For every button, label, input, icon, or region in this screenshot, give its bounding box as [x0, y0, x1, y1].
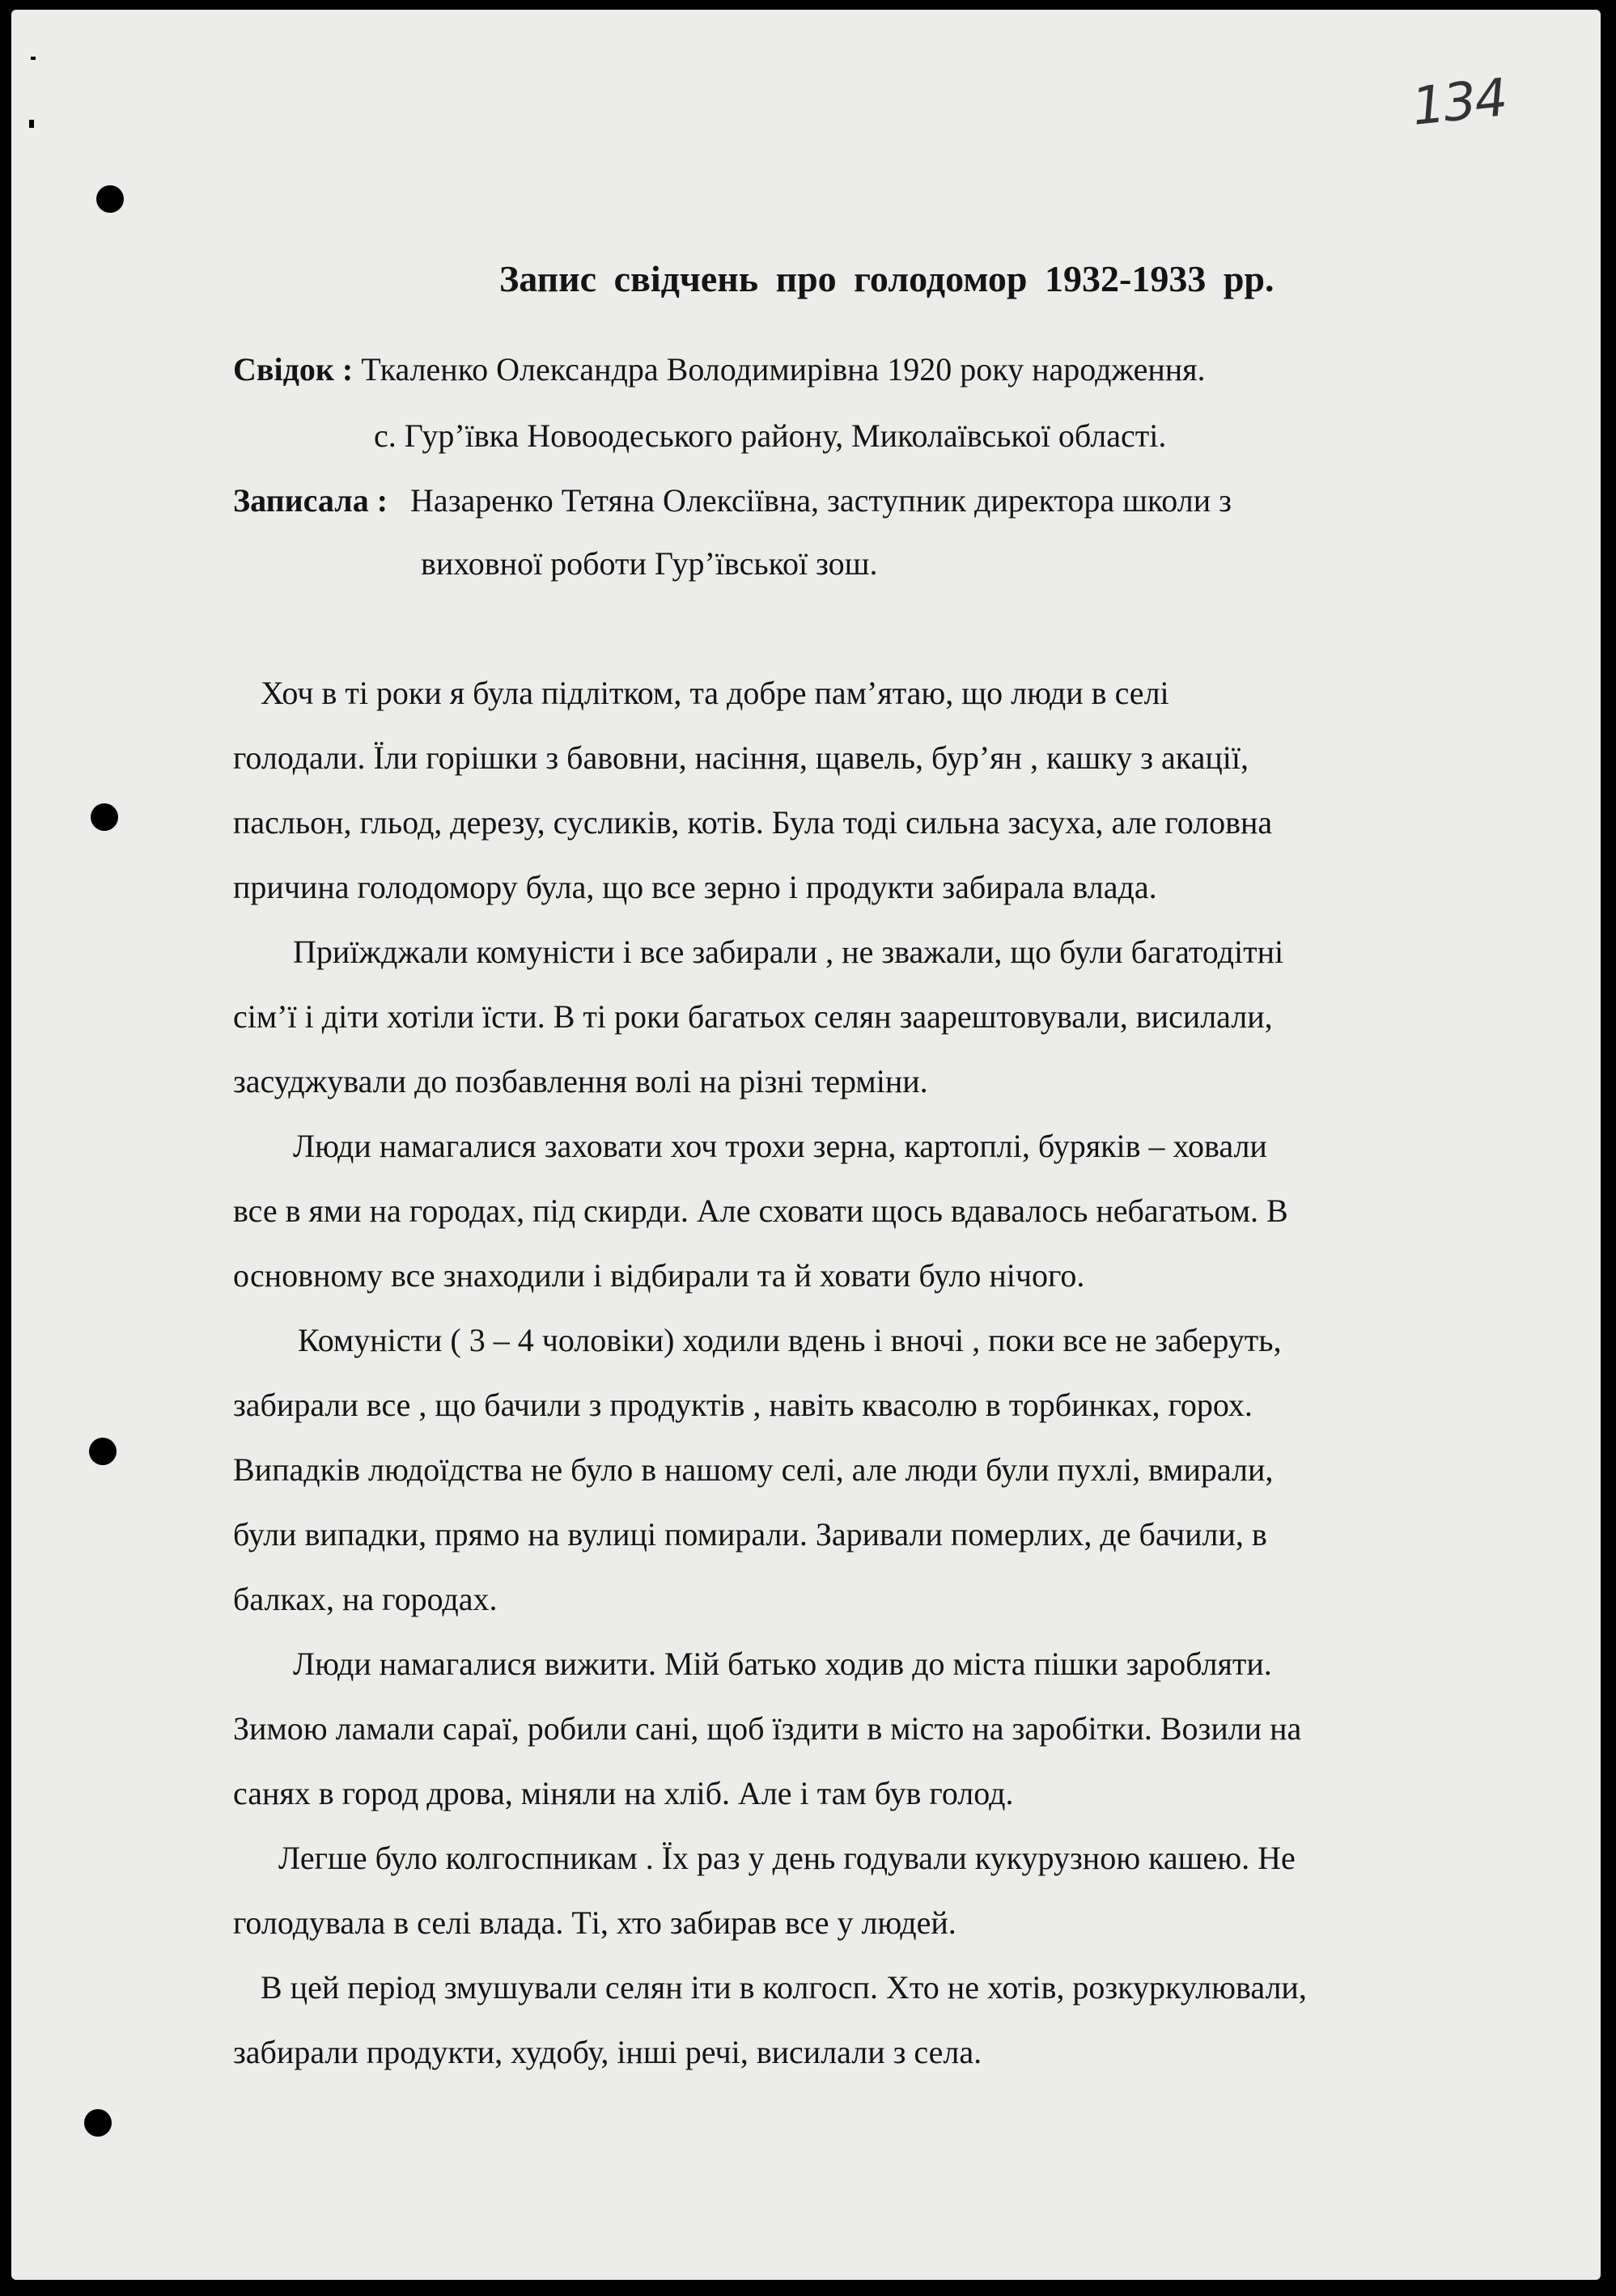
binder-hole-4	[84, 2109, 112, 2137]
body-line: балках, на городах.	[233, 1581, 498, 1617]
recorder-line	[233, 481, 1232, 519]
body-line: санях в город дрова, міняли на хліб. Але і там був голод.	[233, 1775, 1014, 1811]
document-title: Запис свідчень про голодомор 1932-1933 рр.	[499, 258, 1275, 299]
body-line: засуджували до позбавлення волі на різні терміни.	[233, 1063, 928, 1099]
body-line: все в ями на городах, під скирди. Але сховати щось вдавалось небагатьом. В	[233, 1192, 1288, 1229]
handwritten-page-number: 134	[1409, 68, 1509, 138]
body-line: В цей період змушували селян іти в колгосп. Хто не хотів, розкуркулювали,	[261, 1969, 1307, 2006]
body-line: Легше було колгоспникам . Їх раз у день годували кукурузною кашею. Не	[278, 1840, 1296, 1876]
body-line: пасльон, гльод, дерезу, сусликів, котів. Була тоді сильна засуха, але головна	[233, 804, 1273, 841]
binder-hole-2	[91, 803, 118, 831]
body-line: забирали продукти, худобу, інші речі, висилали з села.	[233, 2034, 982, 2070]
body-line: Хоч в ті роки я була підлітком, та добре пам’ятаю, що люди в селі	[261, 675, 1169, 711]
body-line: Випадків людоїдства не було в нашому селі, але люди були пухлі, вмирали,	[233, 1451, 1274, 1488]
scan-mark	[31, 57, 36, 60]
recorder-text: Назаренко Тетяна Олексіївна, заступник директора школи з	[410, 482, 1232, 519]
scan-mark	[29, 120, 34, 128]
body-line: голодувала в селі влада. Ті, хто забирав все у людей.	[233, 1904, 956, 1941]
body-line: Люди намагалися заховати хоч трохи зерна, картоплі, буряків – ховали	[293, 1128, 1267, 1164]
body-line: голодали. Їли горішки з бавовни, насіння, щавель, бур’ян , кашку з акації,	[233, 739, 1249, 776]
body-line: сім’ї і діти хотіли їсти. В ті роки багатьох селян заарештовували, висилали,	[233, 998, 1273, 1035]
body-line: основному все знаходили і відбирали та й ховати було нічого.	[233, 1257, 1085, 1294]
binder-hole-3	[89, 1438, 117, 1465]
body-line: Зимою ламали сараї, робили сані, щоб їздити в місто на заробітки. Возили на	[233, 1710, 1302, 1747]
body-line: забирали все , що бачили з продуктів , навіть квасолю в торбинках, горох.	[233, 1387, 1253, 1423]
binder-hole-1	[96, 185, 124, 213]
body-line: були випадки, прямо на вулиці помирали. Заривали померлих, де бачили, в	[233, 1516, 1267, 1553]
body-line: Люди намагалися вижити. Мій батько ходив до міста пішки заробляти.	[293, 1646, 1272, 1682]
place-line: с. Гур’ївка Новоодеського району, Миколаївської області.	[374, 417, 1167, 454]
witness-text: Ткаленко Олександра Володимирівна 1920 року народження.	[361, 351, 1206, 388]
body-line: причина голодомору була, що все зерно і продукти забирала влада.	[233, 869, 1157, 905]
recorder-label: Записала :	[233, 482, 388, 519]
recorder-line-2: виховної роботи Гур’ївської зош.	[421, 545, 878, 582]
body-line: Комуністи ( 3 – 4 чоловіки) ходили вдень і вночі , поки все не заберуть,	[298, 1322, 1282, 1358]
witness-label: Свідок :	[233, 351, 354, 388]
body-line: Приїжджали комуністи і все забирали , не зважали, що були багатодітні	[293, 934, 1284, 970]
witness-line	[233, 350, 1206, 388]
